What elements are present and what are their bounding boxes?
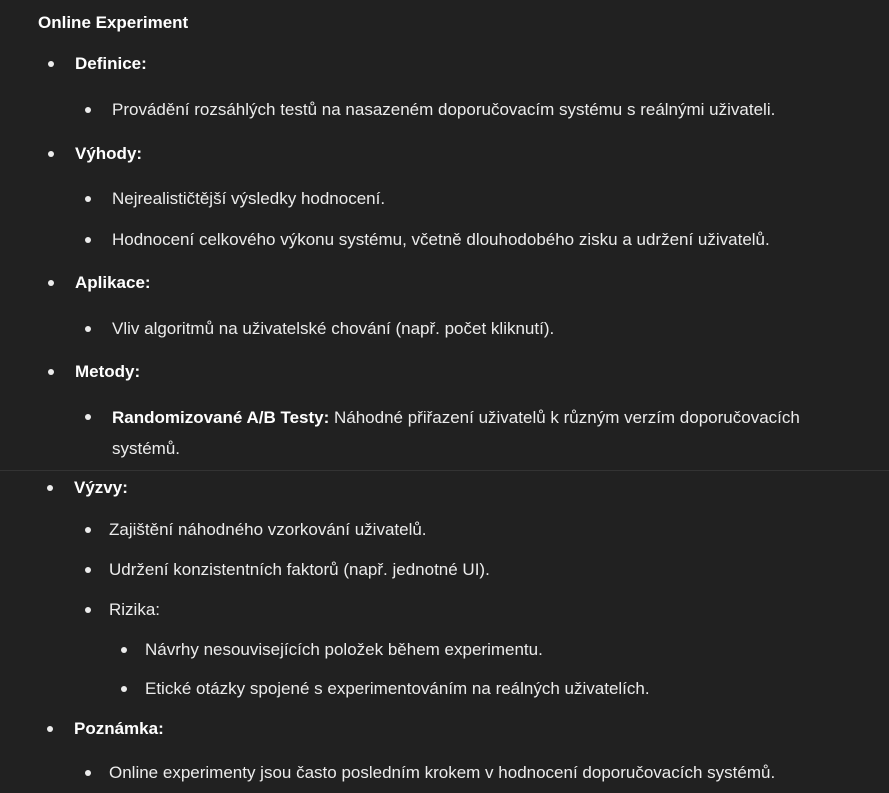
page-title: Online Experiment	[38, 13, 189, 32]
list-item: Návrhy nesouvisejících položek během experimentu.	[145, 640, 543, 659]
section-label-definice: Definice:	[75, 54, 147, 73]
list-item: Etické otázky spojené s experimentováním na reálných uživatelích.	[145, 679, 650, 698]
divider	[0, 470, 889, 471]
list-item: Online experimenty jsou často posledním krokem v hodnocení doporučovacích systémů.	[109, 763, 776, 782]
section-label-vyzvy: Výzvy:	[74, 478, 128, 497]
list-item: Rizika:	[109, 600, 161, 619]
section-label-aplikace: Aplikace:	[75, 273, 151, 292]
section-label-metody: Metody:	[75, 362, 141, 381]
list-item: Vliv algoritmů na uživatelské chování (např. počet kliknutí).	[112, 319, 555, 338]
list-item: Zajištění náhodného vzorkování uživatelů.	[109, 520, 427, 539]
list-item: Udržení konzistentních faktorů (např. jednotné UI).	[109, 560, 490, 579]
method-description: Náhodné přiřazení uživatelů k různým verzím doporučovacích systémů.	[112, 408, 800, 458]
method-name: Randomizované A/B Testy:	[112, 408, 330, 427]
list-item: Hodnocení celkového výkonu systému, včetně dlouhodobého zisku a udržení uživatelů.	[112, 230, 770, 249]
list-item: Nejrealističtější výsledky hodnocení.	[112, 189, 386, 208]
section-label-vyhody: Výhody:	[75, 144, 143, 163]
section-label-poznamka: Poznámka:	[74, 719, 164, 738]
list-item: Provádění rozsáhlých testů na nasazeném doporučovacím systému s reálnými uživateli.	[112, 100, 776, 119]
list-item	[112, 402, 852, 464]
